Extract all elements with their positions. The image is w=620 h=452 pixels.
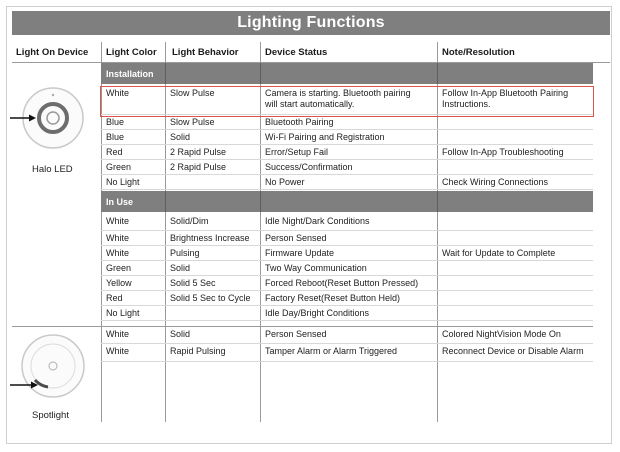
cell-status: Error/Setup Fail: [265, 147, 329, 157]
bar-separator: [437, 63, 438, 84]
row-divider: [101, 305, 593, 306]
header-light-behavior: Light Behavior: [172, 47, 239, 58]
cell-color: Yellow: [106, 278, 132, 288]
cell-status: Forced Reboot(Reset Button Pressed): [265, 278, 419, 288]
row-divider: [101, 260, 593, 261]
cell-behavior: Solid 5 Sec: [170, 278, 216, 288]
cell-behavior: 2 Rapid Pulse: [170, 162, 227, 172]
cell-color: Blue: [106, 117, 125, 127]
bar-separator: [165, 191, 166, 212]
cell-status: Success/Confirmation: [265, 162, 353, 172]
row-divider: [101, 230, 593, 231]
group-divider: [101, 326, 593, 327]
device-divider: [12, 326, 101, 327]
cell-color: No Light: [106, 177, 140, 187]
cell-status-line2: will start automatically.: [265, 99, 355, 109]
device-label-spotlight: Spotlight: [32, 410, 69, 421]
sensor-dot: [52, 94, 54, 96]
cell-color: White: [106, 248, 130, 258]
cell-behavior: Rapid Pulsing: [170, 346, 226, 356]
page-title: Lighting Functions: [12, 11, 610, 35]
cell-behavior: 2 Rapid Pulse: [170, 147, 227, 157]
cell-note: Colored NightVision Mode On: [442, 329, 561, 339]
header-light-color: Light Color: [106, 47, 157, 58]
cell-status: Camera is starting. Bluetooth pairing: [265, 88, 411, 98]
cell-behavior: Pulsing: [170, 248, 200, 258]
row-divider: [101, 245, 593, 246]
cell-note: Follow In-App Troubleshooting: [442, 147, 564, 157]
row-divider: [101, 144, 593, 145]
cell-behavior: Solid: [170, 263, 191, 273]
cell-color: No Light: [106, 308, 140, 318]
cell-color: White: [106, 88, 130, 98]
cell-status: Idle Night/Dark Conditions: [265, 216, 370, 226]
cell-note: Reconnect Device or Disable Alarm: [442, 346, 584, 356]
cell-color: Green: [106, 263, 132, 273]
cell-behavior: Slow Pulse: [170, 88, 215, 98]
cell-color: White: [106, 216, 130, 226]
cell-note-line2: Instructions.: [442, 99, 491, 109]
bar-separator: [260, 191, 261, 212]
cell-status: Firmware Update: [265, 248, 335, 258]
cell-status: Factory Reset(Reset Button Held): [265, 293, 401, 303]
header-device-status: Device Status: [265, 47, 328, 58]
cell-status: Idle Day/Bright Conditions: [265, 308, 370, 318]
cell-color: Red: [106, 147, 123, 157]
row-divider: [101, 174, 593, 175]
cell-status: Two Way Communication: [265, 263, 367, 273]
cell-status: Person Sensed: [265, 233, 327, 243]
cell-color: Green: [106, 162, 132, 172]
row-divider: [101, 114, 593, 115]
section-installation: [101, 63, 593, 84]
bar-separator: [165, 63, 166, 84]
cell-note: Wait for Update to Complete: [442, 248, 556, 258]
cell-behavior: Solid: [170, 132, 191, 142]
cell-note: Check Wiring Connections: [442, 177, 549, 187]
header-light-on-device: Light On Device: [16, 47, 89, 58]
spotlight-illustration: [8, 330, 98, 408]
cell-status: Bluetooth Pairing: [265, 117, 334, 127]
cell-color: Blue: [106, 132, 125, 142]
row-divider: [101, 320, 593, 321]
cell-status: Wi-Fi Pairing and Registration: [265, 132, 385, 142]
section-label: In Use: [106, 196, 134, 207]
row-divider: [101, 129, 593, 130]
cell-color: White: [106, 329, 130, 339]
section-in-use: [101, 191, 593, 212]
cell-behavior: Brightness Increase: [170, 233, 250, 243]
row-divider: [101, 275, 593, 276]
cell-status: Tamper Alarm or Alarm Triggered: [265, 346, 398, 356]
header-note-resolution: Note/Resolution: [442, 47, 515, 58]
cell-status: No Power: [265, 177, 305, 187]
cell-behavior: Solid 5 Sec to Cycle: [170, 293, 251, 303]
cell-color: Red: [106, 293, 123, 303]
row-divider: [101, 189, 593, 190]
cell-status: Person Sensed: [265, 329, 327, 339]
device-label-halo: Halo LED: [32, 164, 73, 175]
cell-behavior: Solid/Dim: [170, 216, 209, 226]
cell-behavior: Slow Pulse: [170, 117, 215, 127]
row-divider: [101, 159, 593, 160]
cell-behavior: Solid: [170, 329, 191, 339]
cell-color: White: [106, 346, 130, 356]
cell-note: Follow In-App Bluetooth Pairing: [442, 88, 569, 98]
row-divider: [101, 361, 593, 362]
section-label: Installation: [106, 68, 154, 79]
cell-color: White: [106, 233, 130, 243]
row-divider: [101, 343, 593, 344]
row-divider: [101, 290, 593, 291]
bar-separator: [260, 63, 261, 84]
bar-separator: [437, 191, 438, 212]
halo-led-illustration: [8, 80, 98, 160]
